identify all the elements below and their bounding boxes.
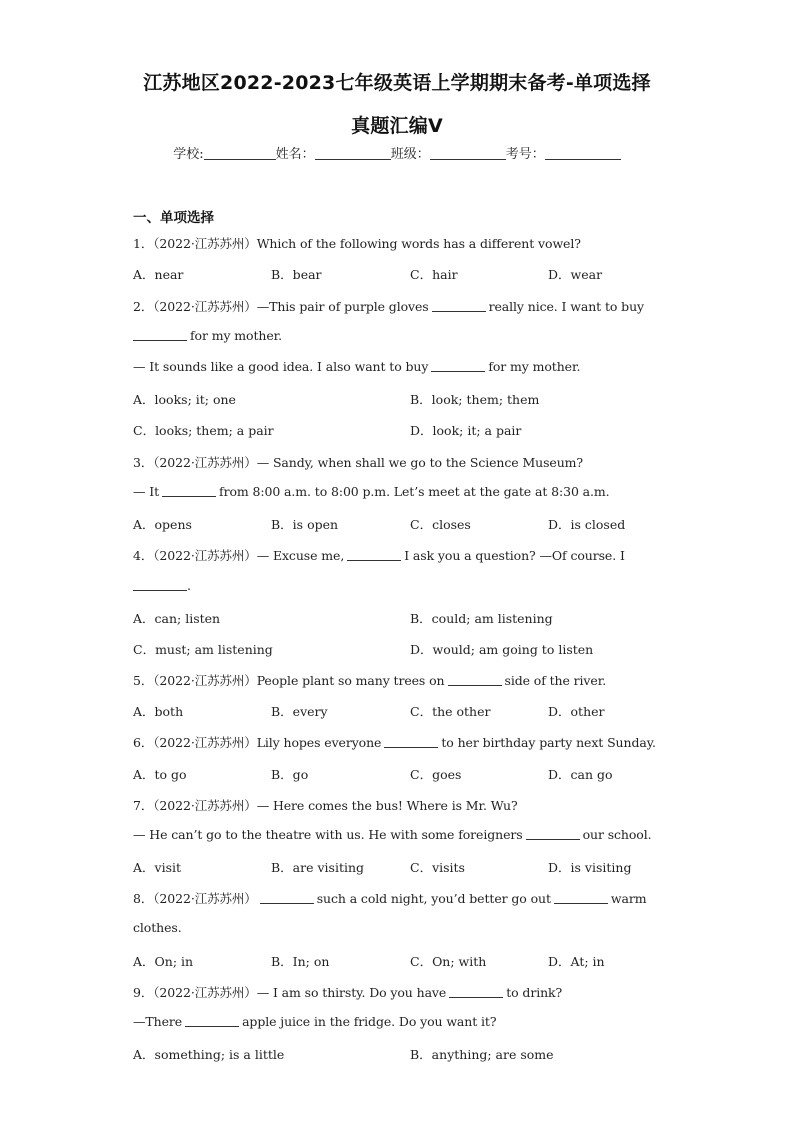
q7-option-c: C．visits xyxy=(410,860,465,875)
q4-text-part: . xyxy=(187,578,191,593)
q2-option-b: B．look; them; them xyxy=(410,392,540,407)
q4-option-d: D．would; am going to listen xyxy=(410,642,594,657)
page-title: 江苏地区2022-2023七年级英语上学期期末备考-单项选择 xyxy=(143,72,651,94)
question-8-stem xyxy=(133,889,646,907)
q8-option-c: C．On; with xyxy=(410,954,487,969)
q5-option-a: A．both xyxy=(133,704,184,719)
q3-text-part: from 8:00 a.m. to 8:00 p.m. Let’s meet at the gate at 8:30 a.m. xyxy=(219,484,610,499)
school-blank xyxy=(204,147,276,160)
answer-blank xyxy=(384,736,438,748)
question-8-stem-cont: clothes. xyxy=(133,920,182,935)
q9-text-part: to drink? xyxy=(506,985,563,1000)
student-info-fields xyxy=(0,143,794,162)
q9-text-part: —There xyxy=(133,1014,183,1029)
q2-option-c: C．looks; them; a pair xyxy=(133,423,274,438)
answer-blank xyxy=(133,579,187,591)
question-9-reply xyxy=(133,1014,496,1029)
answer-blank xyxy=(260,892,314,904)
q9-option-a: A．something; is a little xyxy=(133,1047,285,1062)
q8-option-a: A．On; in xyxy=(133,954,194,969)
q8-option-b: B．In; on xyxy=(271,954,330,969)
q1-option-d: D．wear xyxy=(548,267,603,282)
field-label-class: 班级： xyxy=(390,147,430,162)
q6-option-b: B．go xyxy=(271,767,309,782)
q7-text-part: — He can’t go to the theatre with us. He with some foreigners xyxy=(133,827,523,842)
answer-blank xyxy=(432,300,486,312)
q6-text-part: to her birthday party next Sunday. xyxy=(441,735,656,750)
answer-blank xyxy=(347,549,401,561)
q2-text-part: really nice. I want to buy xyxy=(488,299,644,314)
exam-number-blank xyxy=(545,147,621,160)
q5-text-part: side of the river. xyxy=(504,673,607,688)
field-label-name: 姓名： xyxy=(275,147,315,162)
question-3-stem: 3．（2022·江苏苏州）— Sandy, when shall we go to the Science Museum? xyxy=(133,455,584,470)
answer-blank xyxy=(431,360,485,372)
question-1-stem: 1．（2022·江苏苏州）Which of the following words has a different vowel? xyxy=(133,236,581,251)
q7-option-b: B．are visiting xyxy=(271,860,365,875)
answer-blank xyxy=(133,329,187,341)
q2-text-part: for my mother. xyxy=(488,359,581,374)
q2-option-d: D．look; it; a pair xyxy=(410,423,522,438)
q1-option-b: B．bear xyxy=(271,267,322,282)
answer-blank xyxy=(162,485,216,497)
q4-text-part: 4．（2022·江苏苏州）— Excuse me, xyxy=(133,548,345,563)
q8-option-d: D．At; in xyxy=(548,954,605,969)
q1-option-c: C．hair xyxy=(410,267,458,282)
answer-blank xyxy=(554,892,608,904)
answer-blank xyxy=(449,986,503,998)
q7-option-a: A．visit xyxy=(133,860,182,875)
class-blank xyxy=(430,147,506,160)
section-title: 一、单项选择 xyxy=(133,210,214,226)
q9-text-part: 9．（2022·江苏苏州）— I am so thirsty. Do you have xyxy=(133,985,447,1000)
q9-option-b: B．anything; are some xyxy=(410,1047,554,1062)
question-7-reply xyxy=(133,827,652,842)
q9-text-part: apple juice in the fridge. Do you want it? xyxy=(242,1014,497,1029)
q4-option-c: C．must; am listening xyxy=(133,642,273,657)
q2-text-part: — It sounds like a good idea. I also want to buy xyxy=(133,359,429,374)
q6-text-part: 6．（2022·江苏苏州）Lily hopes everyone xyxy=(133,735,382,750)
q3-text-part: — It xyxy=(133,484,160,499)
field-label-school: 学校: xyxy=(173,147,204,162)
q7-text-part: our school. xyxy=(582,827,652,842)
q1-option-a: A．near xyxy=(133,267,184,282)
q3-option-d: D．is closed xyxy=(548,517,626,532)
question-4-stem xyxy=(133,546,625,564)
answer-blank xyxy=(448,674,502,686)
answer-blank xyxy=(185,1015,239,1027)
q2-text-part: for my mother. xyxy=(190,328,283,343)
question-3-reply xyxy=(133,484,610,499)
q3-option-c: C．closes xyxy=(410,517,471,532)
question-9-stem xyxy=(133,983,562,1001)
q4-text-part: I ask you a question? —Of course. I xyxy=(404,548,625,563)
q3-option-a: A．opens xyxy=(133,517,192,532)
q8-text-part: such a cold night, you’d better go out xyxy=(316,891,551,906)
q7-option-d: D．is visiting xyxy=(548,860,632,875)
q4-option-b: B．could; am listening xyxy=(410,611,553,626)
question-2-reply xyxy=(133,359,580,374)
page-subtitle: 真题汇编Ⅴ xyxy=(351,115,443,137)
name-blank xyxy=(315,147,391,160)
question-2-stem xyxy=(133,297,644,315)
question-4-stem-cont xyxy=(133,578,191,593)
q3-option-b: B．is open xyxy=(271,517,339,532)
q4-option-a: A．can; listen xyxy=(133,611,221,626)
field-label-exam-number: 考号： xyxy=(505,147,545,162)
question-5-stem xyxy=(133,671,606,689)
q5-option-b: B．every xyxy=(271,704,328,719)
question-7-stem: 7．（2022·江苏苏州）— Here comes the bus! Where is Mr. Wu? xyxy=(133,798,518,813)
q5-text-part: 5．（2022·江苏苏州）People plant so many trees on xyxy=(133,673,445,688)
q5-option-c: C．the other xyxy=(410,704,491,719)
question-2-stem-cont xyxy=(133,328,282,343)
q6-option-a: A．to go xyxy=(133,767,187,782)
q2-option-a: A．looks; it; one xyxy=(133,392,236,407)
answer-blank xyxy=(526,828,580,840)
q8-text-part: 8．（2022·江苏苏州） xyxy=(133,891,257,906)
q2-text-part: 2．（2022·江苏苏州）—This pair of purple gloves xyxy=(133,299,429,314)
q6-option-c: C．goes xyxy=(410,767,462,782)
q8-text-part: warm xyxy=(610,891,647,906)
q5-option-d: D．other xyxy=(548,704,605,719)
question-6-stem xyxy=(133,733,656,751)
q6-option-d: D．can go xyxy=(548,767,613,782)
